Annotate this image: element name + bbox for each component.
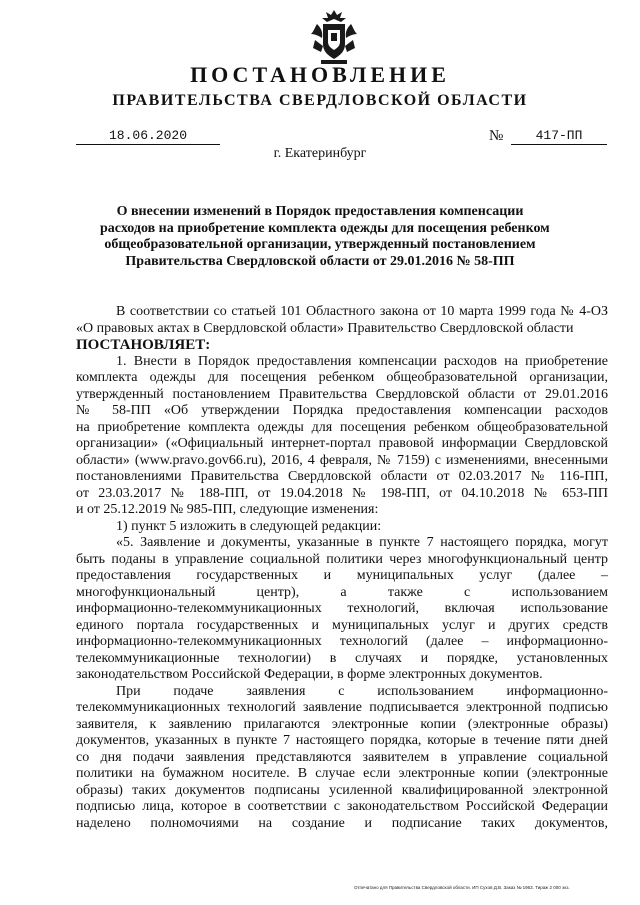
body-line: телекоммуникационные технологии) в случаях и порядке, установленных [76, 650, 608, 666]
document-title: ПОСТАНОВЛЕНИЕ [190, 62, 450, 87]
body-line: При подаче заявления с использованием информационно- [116, 683, 608, 699]
body-line: подписью лица, которое в соответствии с законодательством Российской Федерации [76, 799, 608, 814]
body-line: на приобретение комплекта одежды для посещения ребенком общеобразовательной [76, 419, 608, 435]
body-line: политики на бумажном носителе. В случае если электронные копии (электронные [76, 766, 608, 781]
body-line: «О правовых актах в Свердловской области» Правительство Свердловской области [76, 320, 574, 336]
body-line: № 58-ПП «Об утверждении Порядка предоставления компенсации расходов [76, 403, 608, 418]
body-line: 1. Внести в Порядок предоставления компенсации расходов на приобретение [116, 353, 608, 369]
body-line: постановлениями Правительства Свердловской области от 02.03.2017 № 116-ПП, [76, 469, 608, 484]
body-line: утвержденный постановлением Правительства Свердловской области от 29.01.2016 [76, 386, 608, 402]
document-subtitle: ПРАВИТЕЛЬСТВА СВЕРДЛОВСКОЙ ОБЛАСТИ [112, 92, 528, 109]
coat-of-arms-icon [303, 6, 365, 68]
document-subject [100, 204, 550, 270]
subject-line: Правительства Свердловской области от 29.01.2016 № 58-ПП [125, 253, 515, 269]
resolution-keyword: ПОСТАНОВЛЯЕТ: [76, 337, 211, 353]
document-number: 417-ПП [511, 128, 607, 145]
document-date: 18.06.2020 [76, 128, 220, 145]
body-line: организации» («Официальный интернет-портал правовой информации Свердловской [76, 436, 608, 451]
body-line: от 23.03.2017 № 188-ПП, от 19.04.2018 № 198-ПП, от 04.10.2018 № 653-ПП [76, 485, 608, 501]
subject-line: расходов на приобретение комплекта одежды для посещения ребенком [100, 220, 550, 236]
body-line: 1) пункт 5 изложить в следующей редакции: [116, 518, 382, 534]
body-line: со дня подачи заявления представляются заявителем в управление социальной [76, 749, 608, 765]
body-line: и от 25.12.2019 № 985-ПП, следующие изменения: [76, 502, 379, 517]
body-line: наделено полномочиями на создание и подписание таких документов, [76, 815, 608, 831]
body-line: заявителя, к заявлению прилагаются электронные копии (электронные образы) [76, 716, 608, 732]
body-line: быть поданы в управление социальной политики через многофункциональный центр [76, 551, 608, 567]
document-body [76, 304, 608, 832]
number-label: № [489, 128, 504, 144]
body-line: законодательством Российской Федерации, в форме электронных документов. [76, 667, 543, 682]
body-line: телекоммуникационных технологий заявление подписывается электронной подписью [76, 700, 608, 715]
body-line: В соответствии со статьей 101 Областного закона от 10 марта 1999 года № 4-ОЗ [116, 304, 608, 319]
body-line: многофункциональный центр), а также с использованием [76, 584, 608, 600]
body-line: информационно-телекоммуникационных технологий, включая использование [76, 601, 608, 616]
subject-line: О внесении изменений в Порядок предоставления компенсации [116, 204, 524, 219]
subject-line: общеобразовательной организации, утвержденный постановлением [104, 237, 536, 252]
print-footer: Отпечатано для Правительства Свердловской области. ИП Сухов Д.В. Заказ № 1963. Тираж 2 000 экз. [354, 885, 570, 890]
body-line: единого портала государственных и муниципальных услуг и других средств [76, 617, 608, 633]
city: г. Екатеринбург [273, 146, 367, 161]
body-line: образы) таких документов подписаны усиленной квалифицированной электронной [76, 782, 608, 798]
body-line: документов, указанных в пункте 7 настоящего порядка, которые в течение пяти дней [76, 733, 608, 748]
body-line: области» (www.pravo.gov66.ru), 2016, 4 февраля, № 7159) с изменениями, внесенными [76, 452, 608, 468]
body-line: «5. Заявление и документы, указанные в пункте 7 настоящего порядка, могут [116, 535, 608, 550]
body-line: информационно-телекоммуникационных технологий (далее – информационно- [76, 634, 608, 649]
body-line: предоставления государственных и муниципальных услуг (далее – [76, 568, 608, 583]
body-line: комплекта одежды для посещения ребенком общеобразовательной организации, [76, 370, 608, 385]
